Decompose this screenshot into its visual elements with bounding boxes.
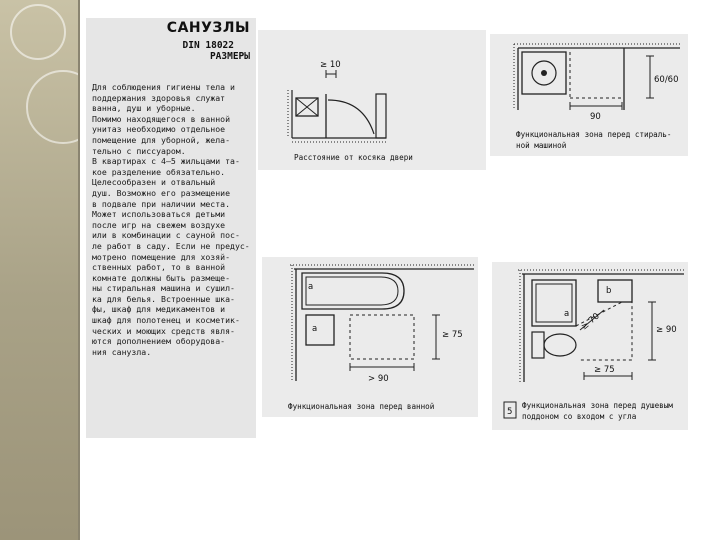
body-line: поддержания здоровья служат [92,92,226,103]
body-line: Может использоваться детьми [92,209,226,220]
bathtub [302,273,404,309]
shower-label-b: b [606,286,612,296]
washbasin-box [296,98,318,116]
body-line: ственных работ, то в ванной [92,262,226,273]
figure-door-clearance [258,30,486,170]
body-line: В квартирах с 4–5 жильцами та- [92,156,240,167]
bath-label-a: a [308,282,314,292]
decorative-ring [10,4,66,60]
body-line: кое разделение обязательно. [92,166,226,177]
body-line: комнате должны быть размеще- [92,272,231,283]
toilet [532,332,576,358]
decorative-sidebar [0,0,80,540]
cabinet [598,280,632,302]
washer-depth-label: 60/60 [654,75,679,85]
body-line: в подвале при наличии места. [92,198,231,209]
washer-caption-line: Функциональная зона перед стираль- [516,130,672,139]
body-text [92,82,252,357]
shower-tray [532,280,576,326]
body-line: Целесообразен и отвальный [92,177,216,188]
washer-caption-line: ной машиной [516,141,567,150]
body-line: ния санузла. [92,346,152,357]
body-line: фы, шкаф для медикаментов и [92,304,226,315]
door-dimension-label: ≥ 10 [320,60,341,70]
standard-label: DIN 18022 [182,40,234,51]
figure-shower-zone [492,262,688,430]
body-line: душ. Возможно его размещение [92,187,231,198]
door-caption: Расстояние от косяка двери [294,153,413,162]
washbasin-cabinet [306,315,334,345]
shower-width-label: ≥ 75 [594,365,615,375]
body-line: шкаф для полотенец и косметик- [92,315,240,326]
body-line: ка для белья. Встроенные шка- [92,293,235,304]
body-line: мотрено помещение для хозяй- [92,251,231,262]
washer-width-label: 90 [590,112,601,122]
body-line: Помимо находящегося в ванной [92,113,231,124]
body-line: ны стиральная машина и сушил- [92,283,235,294]
page-title: САНУЗЛЫ [166,20,250,36]
text-column [86,18,256,438]
sidebar-edge [78,0,80,540]
bath-depth-label: ≥ 75 [442,330,463,340]
body-line: тельно с писсуаром. [92,145,186,156]
body-line: унитаз необходимо отдельное [92,124,226,135]
body-line: ванна, душ и уборные. [92,103,196,114]
figure-bath-zone [262,257,478,417]
body-line: или в комбинации с сауной пос- [92,230,240,241]
body-line: после игр на свежем воздухе [92,219,226,230]
shower-label-a: a [564,309,570,319]
washing-machine [522,52,566,94]
body-line: ческих и моющих средств явля- [92,325,235,336]
body-line: Для соблюдения гигиены тела и [92,82,235,92]
bath-width-label: > 90 [368,374,389,384]
body-line: ле работ в саду. Если не предус- [92,240,250,251]
shower-caption-line: поддоном со входом с угла [522,412,637,421]
bath-label-b: a [312,324,318,334]
body-line: помещение для уборной, жела- [92,134,231,145]
figure-washer-zone [490,34,688,156]
shower-diag-label: ≥ 70 [579,311,602,333]
body-line: ются дополнением оборудова- [92,336,226,347]
subtitle: РАЗМЕРЫ [209,51,250,62]
door-swing-arc [328,100,374,134]
shower-depth-label: ≥ 90 [656,325,677,335]
figure-number: 5 [507,407,513,417]
shower-caption-line: Функциональная зона перед душевым [522,401,673,410]
bath-caption: Функциональная зона перед ванной [288,402,435,411]
